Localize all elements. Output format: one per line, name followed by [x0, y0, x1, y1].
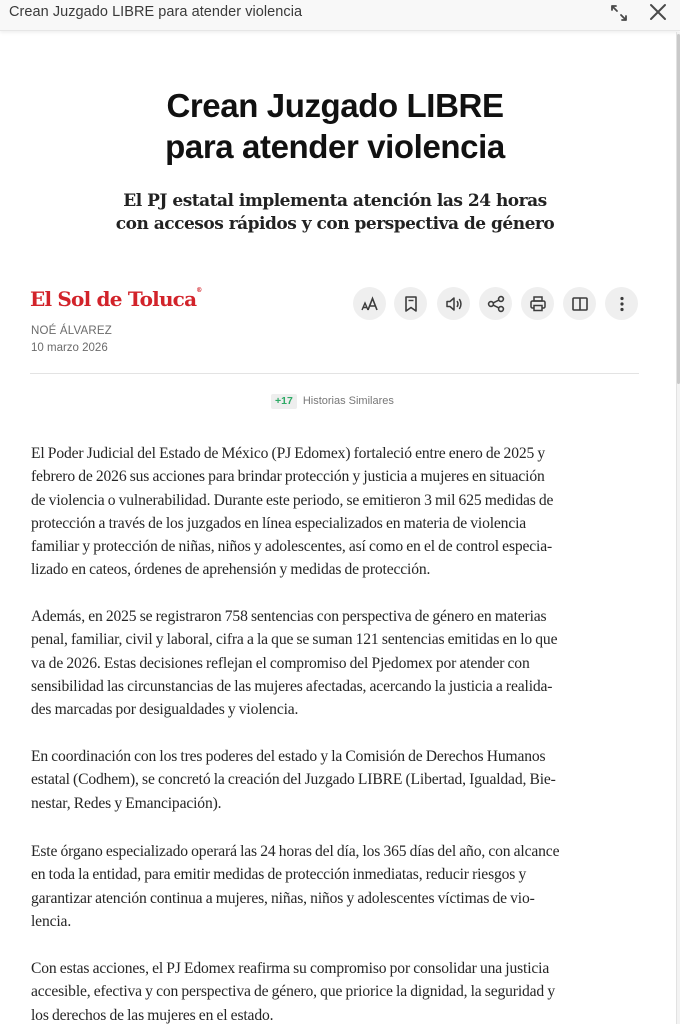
- close-icon: [646, 0, 670, 24]
- paragraph-line: Con estas acciones, el PJ Edomex reafirma su compromiso por consolidar una justicia: [31, 960, 550, 977]
- paragraph-line: de violencia o vulnerabilidad. Durante este periodo, se emitieron 3 mil 625 medidas de: [31, 491, 554, 509]
- paragraph-line: nestar, Redes y Emancipación).: [31, 794, 222, 812]
- paragraph-line: febrero de 2026 sus acciones para brindar protección y justicia a mujeres en situación: [31, 468, 545, 486]
- author-name: NOÉ ÁLVAREZ: [31, 325, 113, 337]
- article-paragraph: [31, 605, 641, 721]
- publish-date: 10 marzo 2026: [31, 342, 108, 354]
- window-title-bar: [0, 0, 680, 31]
- expand-arrows-icon: [608, 2, 630, 24]
- paragraph-line: lencia.: [31, 912, 72, 930]
- paragraph-line: sensibilidad las circunstancias de las mujeres afectadas, acercando la justicia a realida-: [31, 677, 553, 695]
- paragraph-line: familiar y protección de niñas, niños y adolescentes, así como en el de control especia-: [31, 538, 553, 556]
- article-paragraph: [31, 442, 641, 582]
- similar-stories-count: +17: [271, 394, 297, 409]
- paragraph-line: garantizar atención continua a mujeres, niñas, niños y adolescentes víctimas de vio-: [31, 889, 535, 907]
- publication-name: El Sol de Toluca: [30, 287, 197, 311]
- subheadline-line: El PJ estatal implementa atención las 24 horas: [123, 191, 547, 211]
- article-paragraph: [31, 840, 641, 933]
- text-size-icon: [360, 294, 380, 314]
- paragraph-line: accesible, efectiva y con perspectiva de género, que priorice la dignidad, la seguridad y: [31, 983, 555, 1001]
- close-button[interactable]: [645, 0, 671, 25]
- paragraph-line: va de 2026. Estas decisiones reflejan el compromiso del Pjedomex por atender con: [31, 654, 530, 672]
- headline-line: para atender violencia: [165, 128, 505, 165]
- headline-line: Crean Juzgado LIBRE: [166, 87, 504, 124]
- subheadline-line: con accesos rápidos y con perspectiva de género: [115, 214, 555, 234]
- article-paragraph: [31, 745, 641, 815]
- split-view-icon: [570, 294, 590, 314]
- paragraph-line: lizado en cateos, órdenes de aprehensión y medidas de protección.: [31, 561, 431, 579]
- bookmark-icon: [402, 295, 420, 313]
- paragraph-line: En coordinación con los tres poderes del estado y la Comisión de Derechos Humanos: [31, 748, 546, 765]
- text-size-button[interactable]: [353, 287, 386, 320]
- article-headline: [60, 85, 610, 167]
- more-vertical-icon: [612, 294, 632, 314]
- share-icon: [486, 294, 506, 314]
- article-subheadline: [60, 190, 610, 236]
- print-button[interactable]: [521, 287, 554, 320]
- window-title: Crean Juzgado LIBRE para atender violencia: [9, 4, 303, 20]
- paragraph-line: estatal (Codhem), se concretó la creación del Juzgado LIBRE (Libertad, Igualdad, Bie-: [31, 771, 556, 789]
- print-icon: [528, 294, 548, 314]
- expand-button[interactable]: [606, 0, 632, 26]
- more-options-button[interactable]: [605, 287, 638, 320]
- registered-mark: ®: [196, 287, 202, 294]
- publication-logo[interactable]: [30, 287, 201, 311]
- listen-button[interactable]: [437, 287, 470, 320]
- paragraph-line: protección a través de los juzgados en línea especializados en materia de violencia: [31, 514, 527, 532]
- reader-view-button[interactable]: [563, 287, 596, 320]
- paragraph-line: des marcadas por desigualdades y violencia.: [31, 701, 299, 719]
- similar-stories-link[interactable]: [271, 393, 394, 409]
- bookmark-button[interactable]: [394, 287, 427, 320]
- paragraph-line: los derechos de las mujeres en el estado.: [31, 1006, 274, 1024]
- article-paragraph: [31, 957, 641, 1024]
- similar-stories-label: Historias Similares: [302, 395, 394, 407]
- byline-divider: [30, 373, 639, 374]
- paragraph-line: Este órgano especializado operará las 24 horas del día, los 365 días del año, con alcance: [31, 843, 560, 860]
- paragraph-line: El Poder Judicial del Estado de México (PJ Edomex) fortaleció entre enero de 2025 y: [31, 445, 546, 462]
- paragraph-line: penal, familiar, civil y laboral, cifra a la que se suman 121 sentencias emitidas en lo que: [31, 631, 558, 649]
- paragraph-line: Además, en 2025 se registraron 758 sentencias con perspectiva de género en materias: [31, 608, 547, 625]
- paragraph-line: en toda la entidad, para emitir medidas de protección inmediatas, reducir riesgos y: [31, 866, 527, 884]
- speaker-icon: [444, 294, 464, 314]
- share-button[interactable]: [479, 287, 512, 320]
